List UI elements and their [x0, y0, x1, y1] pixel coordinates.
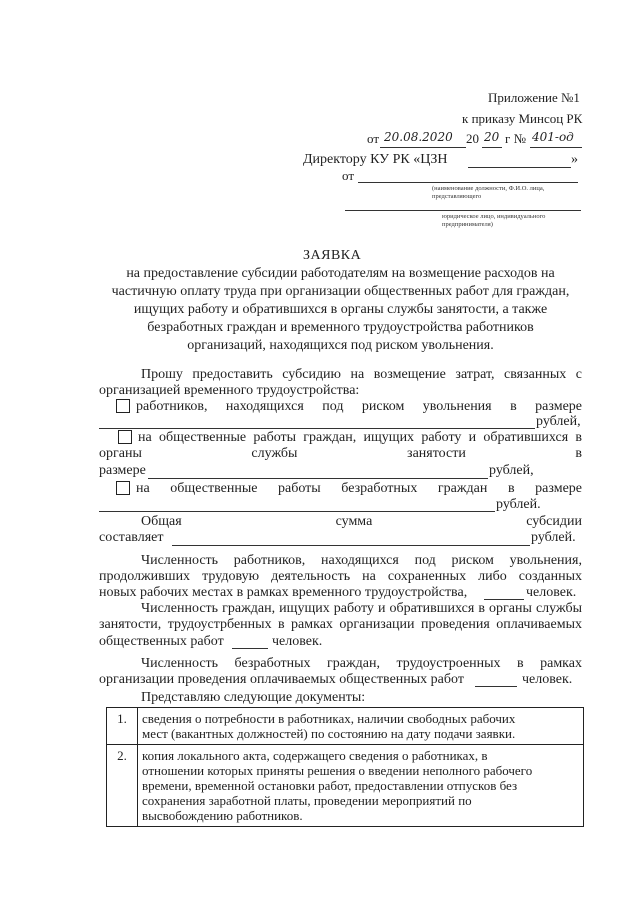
document-line: сохранения заработной платы, проведении мероприятий по	[142, 793, 472, 808]
count-workers-blank	[484, 599, 524, 600]
count-workers-line-3: новых рабочих местах в рамках временного трудоустройства,	[99, 585, 468, 600]
total-line: Общая сумма субсидии	[141, 514, 582, 529]
documents-intro: Представляю следующие документы:	[141, 690, 366, 705]
total-label: составляет	[99, 530, 164, 545]
count-seekers-line-1: Численность граждан, ищущих работу и обратившихся в органы службы	[141, 601, 582, 616]
handwritten-year: 20	[484, 130, 500, 144]
position-caption: (наименование должности, Ф.И.О. лица, представляющего	[432, 185, 545, 200]
documents-table	[106, 707, 584, 827]
count-seekers-line-2: занятости, трудоустрбенных в рамках организации проведения оплачиваемых	[99, 617, 582, 632]
option-1-text: работников, находящихся под риском увольнения в размере	[136, 399, 582, 414]
count-seekers-blank	[232, 648, 268, 649]
total-amount-line	[172, 545, 530, 546]
year-printed: 20	[466, 131, 479, 146]
option-3-text: на общественные работы безработных граждан в размере	[136, 481, 582, 496]
option-workers-risk	[116, 399, 134, 416]
document-line: отношении которых приняты решения о введении неполного рабочего	[142, 763, 533, 778]
count-unemployed-blank	[475, 686, 517, 687]
title-line-4: безработных граждан и временного трудоустройства работников	[147, 320, 534, 335]
date-underline	[380, 147, 466, 148]
year-underline	[482, 147, 502, 148]
document-number: 1.	[107, 708, 138, 745]
option-public-works-unemployed	[116, 481, 134, 498]
option-1-amount-line	[99, 428, 535, 429]
count-seekers-line-3: общественных работ	[99, 634, 224, 649]
option-2-size-label: размере	[99, 463, 146, 478]
checkbox-public-works-unemployed[interactable]	[116, 481, 130, 495]
from-underline	[358, 182, 578, 183]
document-line: времени, временной остановки работ, предоставлении отпусков без	[142, 778, 518, 793]
date-prefix: от	[367, 131, 380, 146]
title-line-1: на предоставление субсидии работодателям на возмещение расходов на	[126, 266, 555, 281]
option-2-text-a: на общественные работы граждан, ищущих работу и обратившихся в	[138, 430, 582, 445]
checkbox-public-works-seekers[interactable]	[118, 430, 132, 444]
count-unemployed-line-1: Численность безработных граждан, трудоустроенных в рамках	[141, 656, 582, 671]
entity-caption: юридическое лицо, индивидуального предпринимателя)	[442, 213, 546, 228]
count-workers-unit: человек.	[526, 585, 577, 600]
document-title: ЗАЯВКА	[303, 248, 362, 263]
request-line-1: Прошу предоставить субсидию на возмещение затрат, связанных с	[141, 367, 582, 382]
title-line-2: частичную оплату труда при организации общественных работ для граждан,	[111, 284, 570, 299]
document-line: мест (вакантных должностей) по состоянию на дату подачи заявки.	[142, 726, 516, 741]
director-underline	[468, 167, 571, 168]
count-workers-line-2: продолживших трудовую деятельность на сохраненных либо созданных	[99, 569, 582, 584]
table-row	[107, 708, 584, 745]
handwritten-date: 20.08.2020	[384, 130, 453, 144]
document-line: копия локального акта, содержащего сведения о работниках, в	[142, 748, 488, 763]
total-currency: рублей.	[531, 530, 576, 545]
title-line-3: ищущих работу и обратившихся в органы службы занятости, а также	[133, 302, 548, 317]
director-line: Директору КУ РК «ЦЗН	[303, 152, 448, 167]
order-reference: к приказу Минсоц РК	[462, 111, 583, 126]
count-unemployed-line-2: организации проведения оплачиваемых общественных работ	[99, 672, 464, 687]
year-suffix: г №	[505, 131, 526, 146]
option-2-currency: рублей,	[489, 463, 534, 478]
option-3-currency: рублей.	[496, 497, 541, 512]
document-line: высвобождению работников.	[142, 808, 303, 823]
document-line: сведения о потребности в работниках, наличии свободных рабочих	[142, 711, 516, 726]
director-close-quote: »	[571, 152, 578, 167]
title-line-5: организаций, находящихся под риском увольнения.	[187, 338, 494, 353]
request-line-2: организацией временного трудоустройства:	[99, 383, 360, 398]
option-2-amount-line	[148, 478, 488, 479]
option-public-works-seekers	[118, 430, 136, 447]
from-label: от	[342, 168, 355, 183]
option-3-amount-line	[99, 511, 495, 512]
table-row	[107, 745, 584, 827]
appendix-label: Приложение №1	[488, 90, 580, 105]
entity-underline	[345, 210, 581, 211]
checkbox-workers-risk[interactable]	[116, 399, 130, 413]
handwritten-order-number: 401-од	[532, 130, 574, 144]
document-number: 2.	[107, 745, 138, 827]
document-description	[138, 745, 584, 827]
count-seekers-unit: человек.	[272, 634, 323, 649]
count-unemployed-unit: человек.	[522, 672, 573, 687]
document-description	[138, 708, 584, 745]
option-2-text-b: органы службы занятости в	[99, 446, 582, 461]
option-1-currency: рублей,	[536, 414, 581, 429]
count-workers-line-1: Численность работников, находящихся под риском увольнения,	[141, 553, 582, 568]
number-underline	[530, 147, 582, 148]
